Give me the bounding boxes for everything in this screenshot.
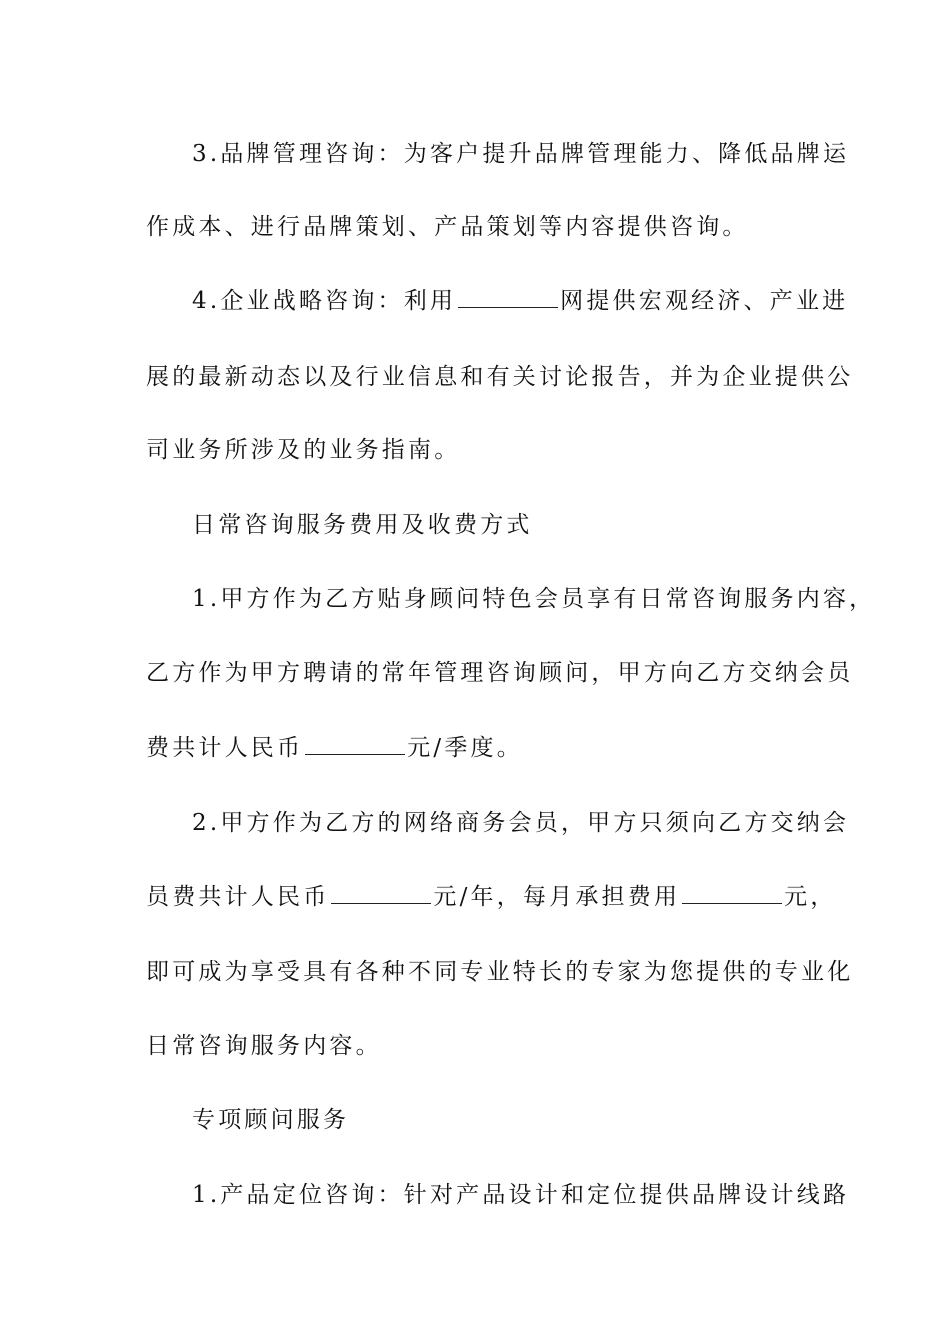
fill-in-blank — [458, 289, 558, 308]
paragraph-line — [146, 882, 837, 912]
section-heading: 日常咨询服务费用及收费方式 — [192, 512, 533, 538]
line-text: 4.企业战略咨询：利用 — [192, 288, 457, 314]
fill-in-blank — [682, 885, 782, 904]
paragraph-line — [192, 286, 872, 316]
fill-in-blank — [331, 885, 431, 904]
paragraph-line: 即可成为享受具有各种不同专业特长的专家为您提供的专业化 — [146, 959, 854, 985]
paragraph-line: 3.品牌管理咨询：为客户提升品牌管理能力、降低品牌运 — [192, 141, 850, 167]
section-heading: 专项顾问服务 — [192, 1107, 350, 1133]
line-text: 员费共计人民币 — [146, 884, 330, 910]
line-text: 元/季度。 — [407, 735, 523, 761]
paragraph-line: 乙方作为甲方聘请的常年管理咨询顾问，甲方向乙方交纳会员 — [146, 660, 854, 686]
line-text: 费共计人民币 — [146, 735, 304, 761]
paragraph-line: 1.甲方作为乙方贴身顾问特色会员享有日常咨询服务内容， — [192, 586, 876, 612]
line-text: 元/年，每月承担费用 — [433, 884, 681, 910]
line-text: 网提供宏观经济、产业进 — [560, 288, 849, 314]
fill-in-blank — [305, 736, 405, 755]
paragraph-line: 司业务所涉及的业务指南。 — [146, 437, 461, 463]
line-text: 元， — [784, 884, 837, 910]
paragraph-line: 作成本、进行品牌策划、产品策划等内容提供咨询。 — [146, 214, 749, 240]
paragraph-line: 日常咨询服务内容。 — [146, 1033, 382, 1059]
paragraph-line — [146, 733, 826, 763]
paragraph-line: 2.甲方作为乙方的网络商务会员，甲方只须向乙方交纳会 — [192, 810, 850, 836]
paragraph-line: 展的最新动态以及行业信息和有关讨论报告，并为企业提供公 — [146, 364, 854, 390]
paragraph-line: 1.产品定位咨询：针对产品设计和定位提供品牌设计线路 — [192, 1182, 850, 1208]
